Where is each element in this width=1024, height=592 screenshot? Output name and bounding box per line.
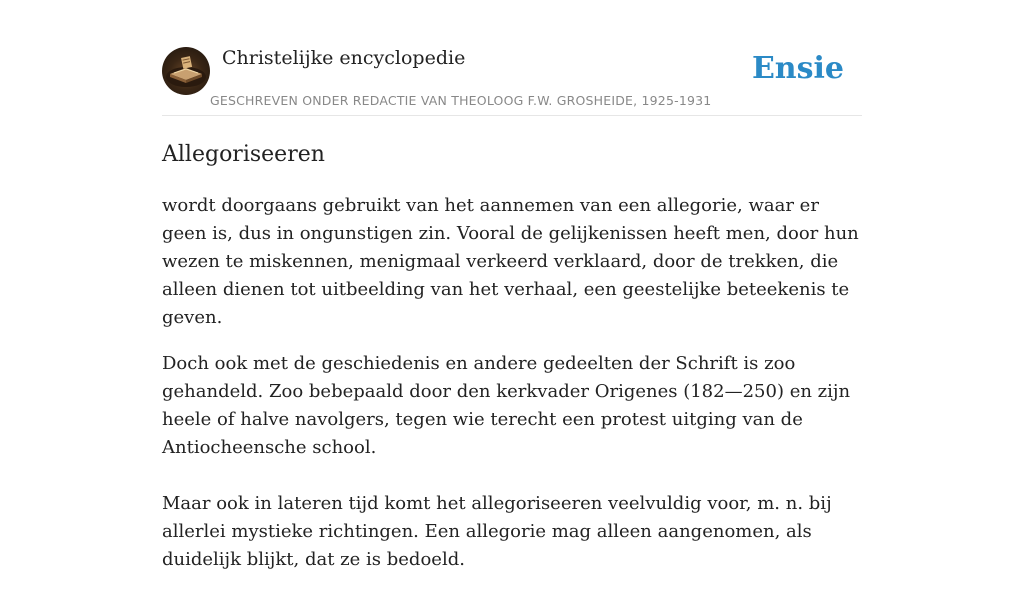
- article: [162, 140, 864, 592]
- ensie-logo[interactable]: Ensie: [751, 51, 844, 86]
- site-header: [162, 46, 862, 116]
- site-title[interactable]: Christelijke encyclopedie: [222, 47, 466, 69]
- site-subtitle: GESCHREVEN ONDER REDACTIE VAN THEOLOOG F.W. GROSHEIDE, 1925-1931: [210, 93, 712, 108]
- article-paragraph: Doch ook met de geschiedenis en andere gedeelten der Schrift is zoo gehandeld. Zoo bebepaald door den kerkvader Origenes (182—250) en zijn heele of halve navolgers, tegen wie terecht een protest uitging van de Antiocheensche school. Maar ook in lateren tijd komt het allegoriseeren veelvuldig voor, m. n. bij allerlei mystieke richtingen. Een allegorie mag alleen aangenomen, als duidelijk blijkt, dat ze is bedoeld.: [162, 353, 851, 570]
- article-paragraph: wordt doorgaans gebruikt van het aannemen van een allegorie, waar er geen is, dus in ongunstigen zin. Vooral de gelijkenissen heeft men, door hun wezen te miskennen, menigmaal verkeerd verklaard, door de trekken, die alleen dienen tot uitbeelding van het verhaal, een geestelijke beteekenis te geven.: [162, 195, 859, 328]
- open-book-icon[interactable]: [162, 47, 210, 95]
- article-title: Allegoriseeren: [162, 142, 325, 167]
